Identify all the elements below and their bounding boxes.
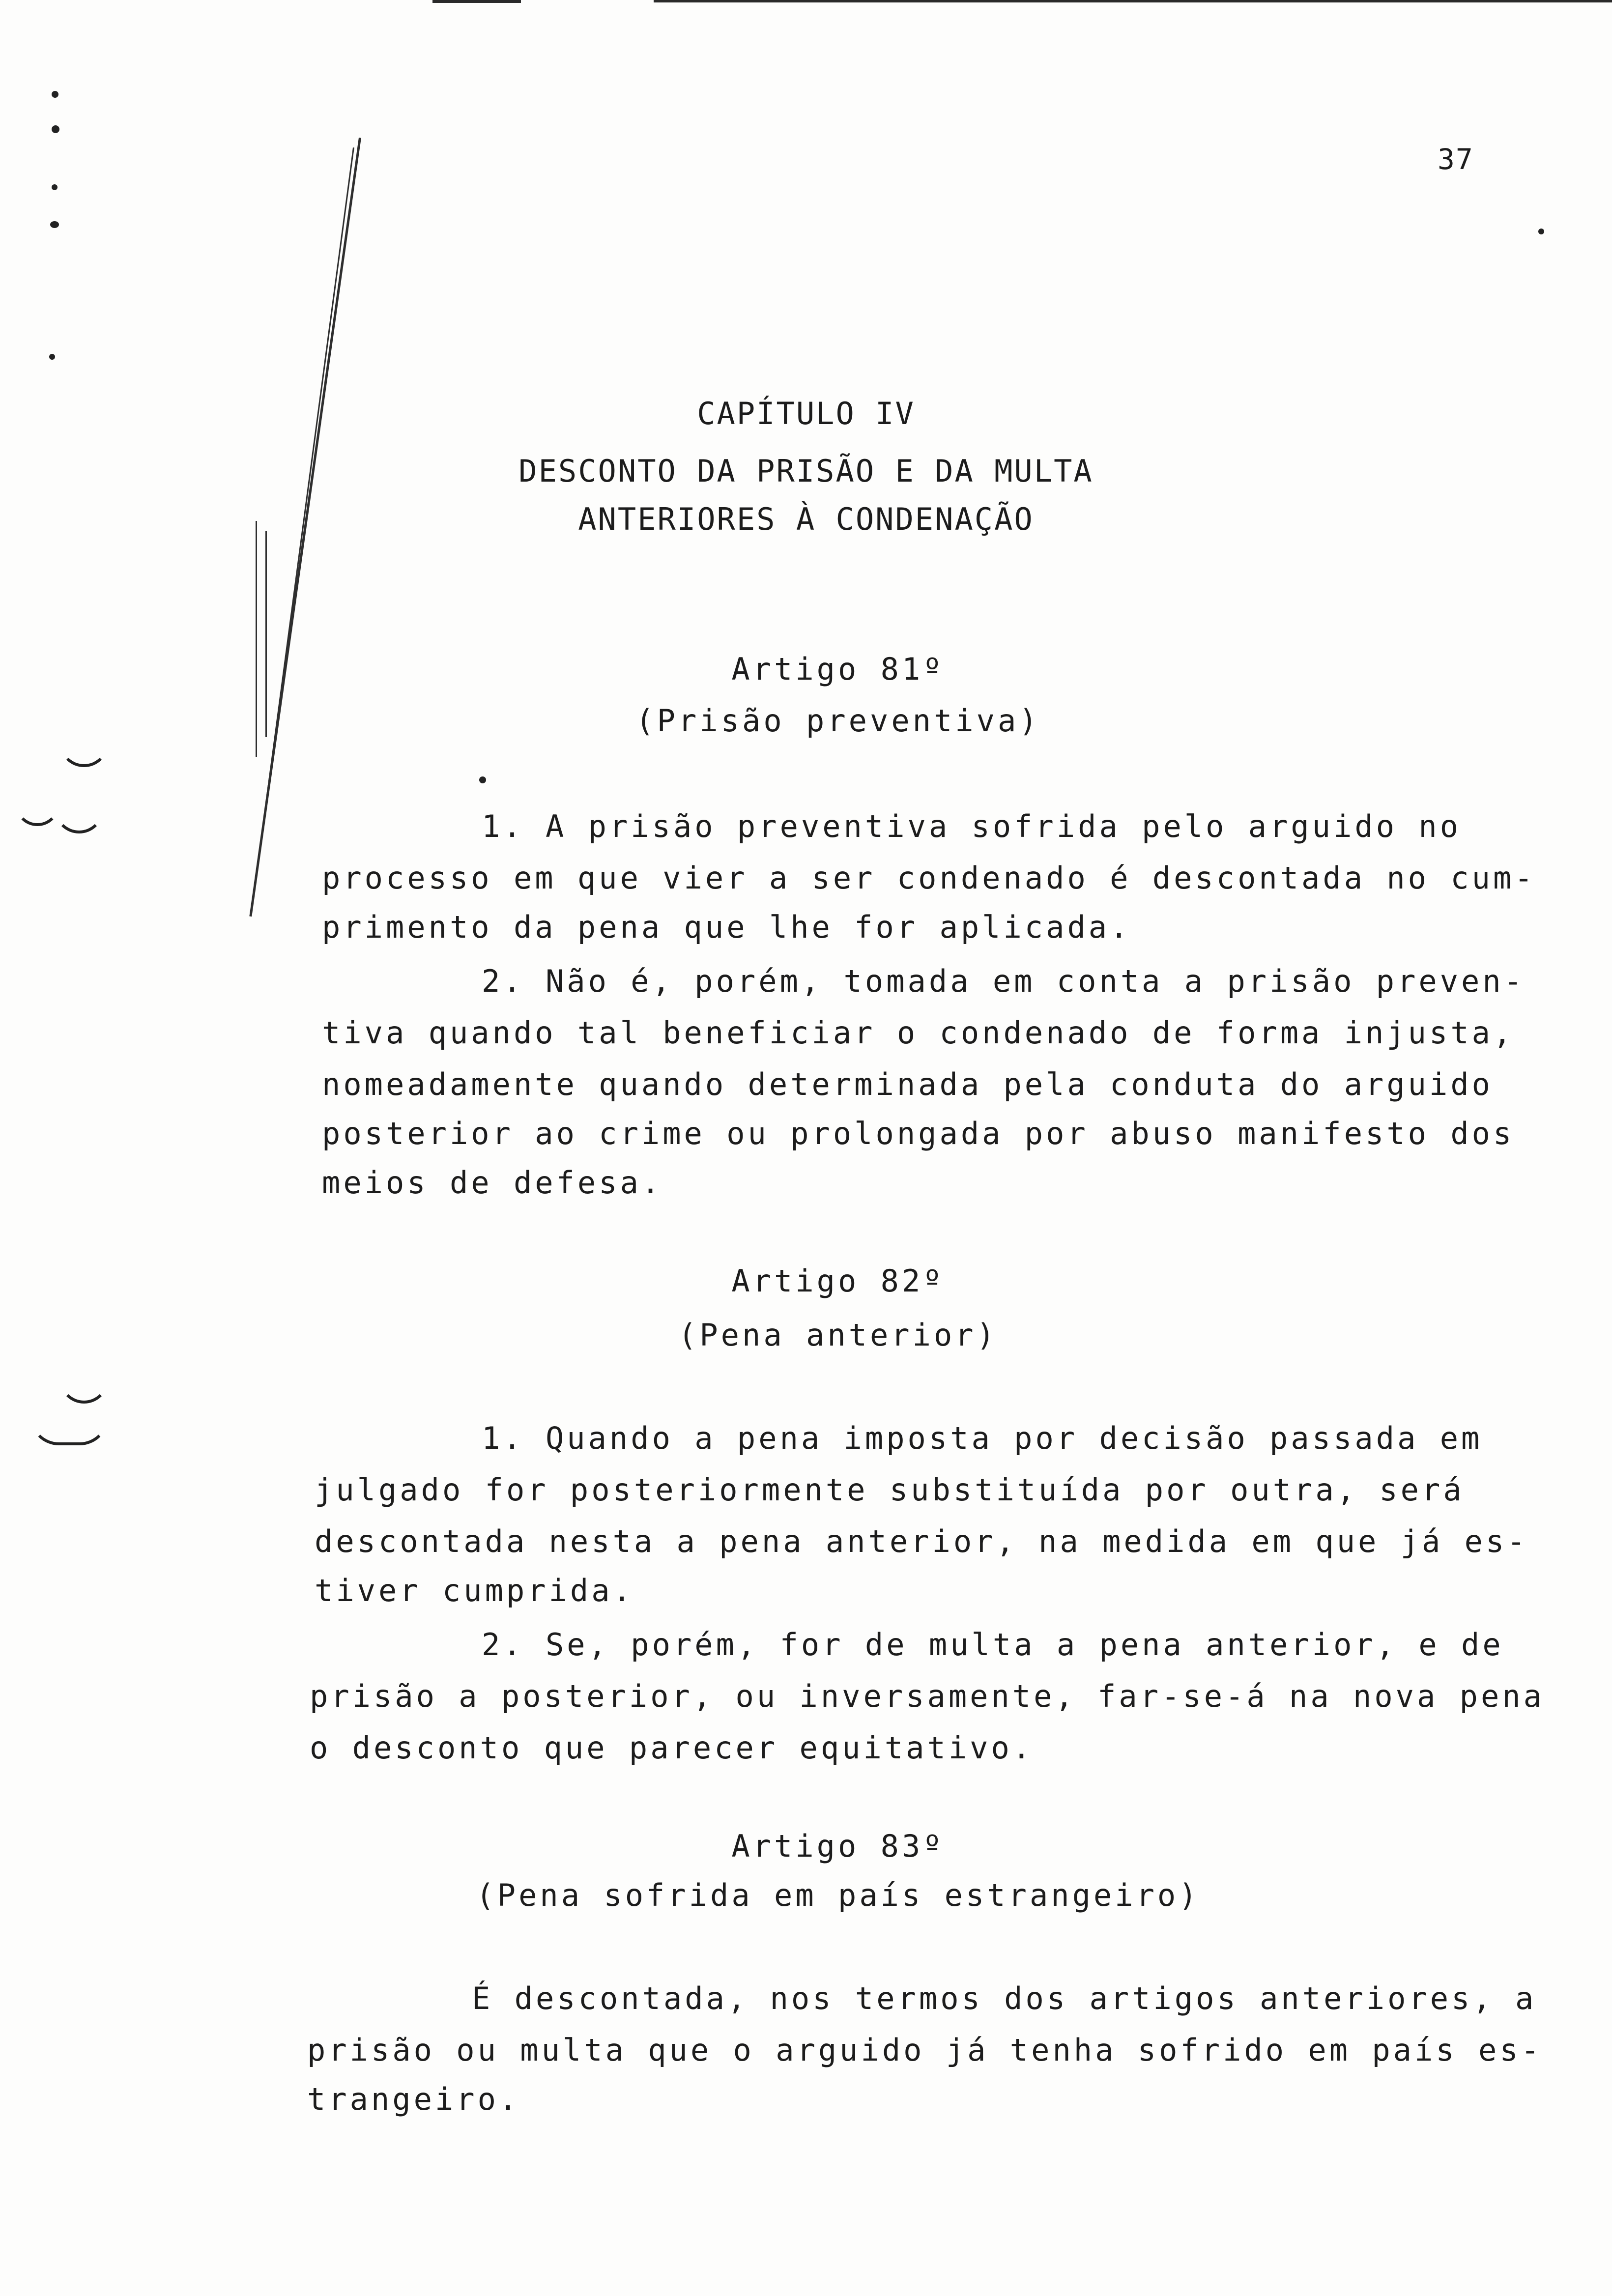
scan-speck xyxy=(1538,229,1544,234)
article-text-line: 2. Se, porém, for de multa a pena anterior, e de xyxy=(482,1627,1504,1663)
chapter-title: CAPÍTULO IV xyxy=(697,396,915,431)
article-text-line: julgado for posteriormente substituída por outra, será xyxy=(315,1472,1465,1508)
article-text-line: primento da pena que lhe for aplicada. xyxy=(322,909,1131,945)
scan-speck xyxy=(52,184,58,190)
article-text-line: É descontada, nos termos dos artigos anteriores, a xyxy=(472,1980,1537,2016)
article-text-line: 2. Não é, porém, tomada em conta a prisão preven- xyxy=(482,963,1526,999)
article-text-line: nomeadamente quando determinada pela conduta do arguido xyxy=(322,1066,1493,1102)
chapter-subtitle-line: DESCONTO DA PRISÃO E DA MULTA xyxy=(518,453,1094,489)
article-text-line: o desconto que parecer equitativo. xyxy=(310,1730,1034,1766)
article-text-line: 1. A prisão preventiva sofrida pelo arguido no xyxy=(482,808,1462,844)
article-text-line: prisão ou multa que o arguido já tenha sofrido em país es- xyxy=(307,2032,1542,2068)
article-text-line: 1. Quando a pena imposta por decisão passada em xyxy=(482,1420,1483,1456)
article-text-line: processo em que vier a ser condenado é descontada no cum- xyxy=(322,860,1536,896)
article-text-line: tiver cumprida. xyxy=(315,1573,634,1608)
article-text-line: trangeiro. xyxy=(307,2081,520,2117)
scan-speck xyxy=(52,91,58,98)
scan-speck xyxy=(52,125,59,133)
scan-mark xyxy=(15,796,60,826)
scan-speck xyxy=(50,221,59,228)
article-heading: (Pena anterior) xyxy=(678,1317,998,1353)
page-number: 37 xyxy=(1438,143,1474,176)
article-heading: (Pena sofrida em país estrangeiro) xyxy=(476,1877,1200,1913)
scan-mark xyxy=(59,1371,109,1404)
chapter-subtitle-line: ANTERIORES À CONDENAÇÃO xyxy=(578,501,1034,537)
article-number: Artigo 82º xyxy=(731,1263,945,1299)
article-text-line: prisão a posterior, ou inversamente, far-se-á na nova pena xyxy=(310,1678,1545,1714)
article-heading: (Prisão preventiva) xyxy=(635,703,1040,739)
article-number: Artigo 81º xyxy=(731,651,945,687)
scan-speck xyxy=(479,776,486,783)
scan-top-line xyxy=(432,0,521,3)
scan-mark xyxy=(29,1415,109,1445)
article-text-line: meios de defesa. xyxy=(322,1165,663,1201)
scan-mark xyxy=(59,737,109,767)
article-text-line: tiva quando tal beneficiar o condenado de forma injusta, xyxy=(322,1015,1515,1051)
article-number: Artigo 83º xyxy=(731,1828,945,1864)
article-text-line: descontada nesta a pena anterior, na medida em que já es- xyxy=(315,1523,1528,1559)
scan-mark xyxy=(54,801,104,833)
scan-speck xyxy=(49,354,55,360)
scan-top-line xyxy=(654,0,1612,2)
article-text-line: posterior ao crime ou prolongada por abuso manifesto dos xyxy=(322,1116,1515,1151)
